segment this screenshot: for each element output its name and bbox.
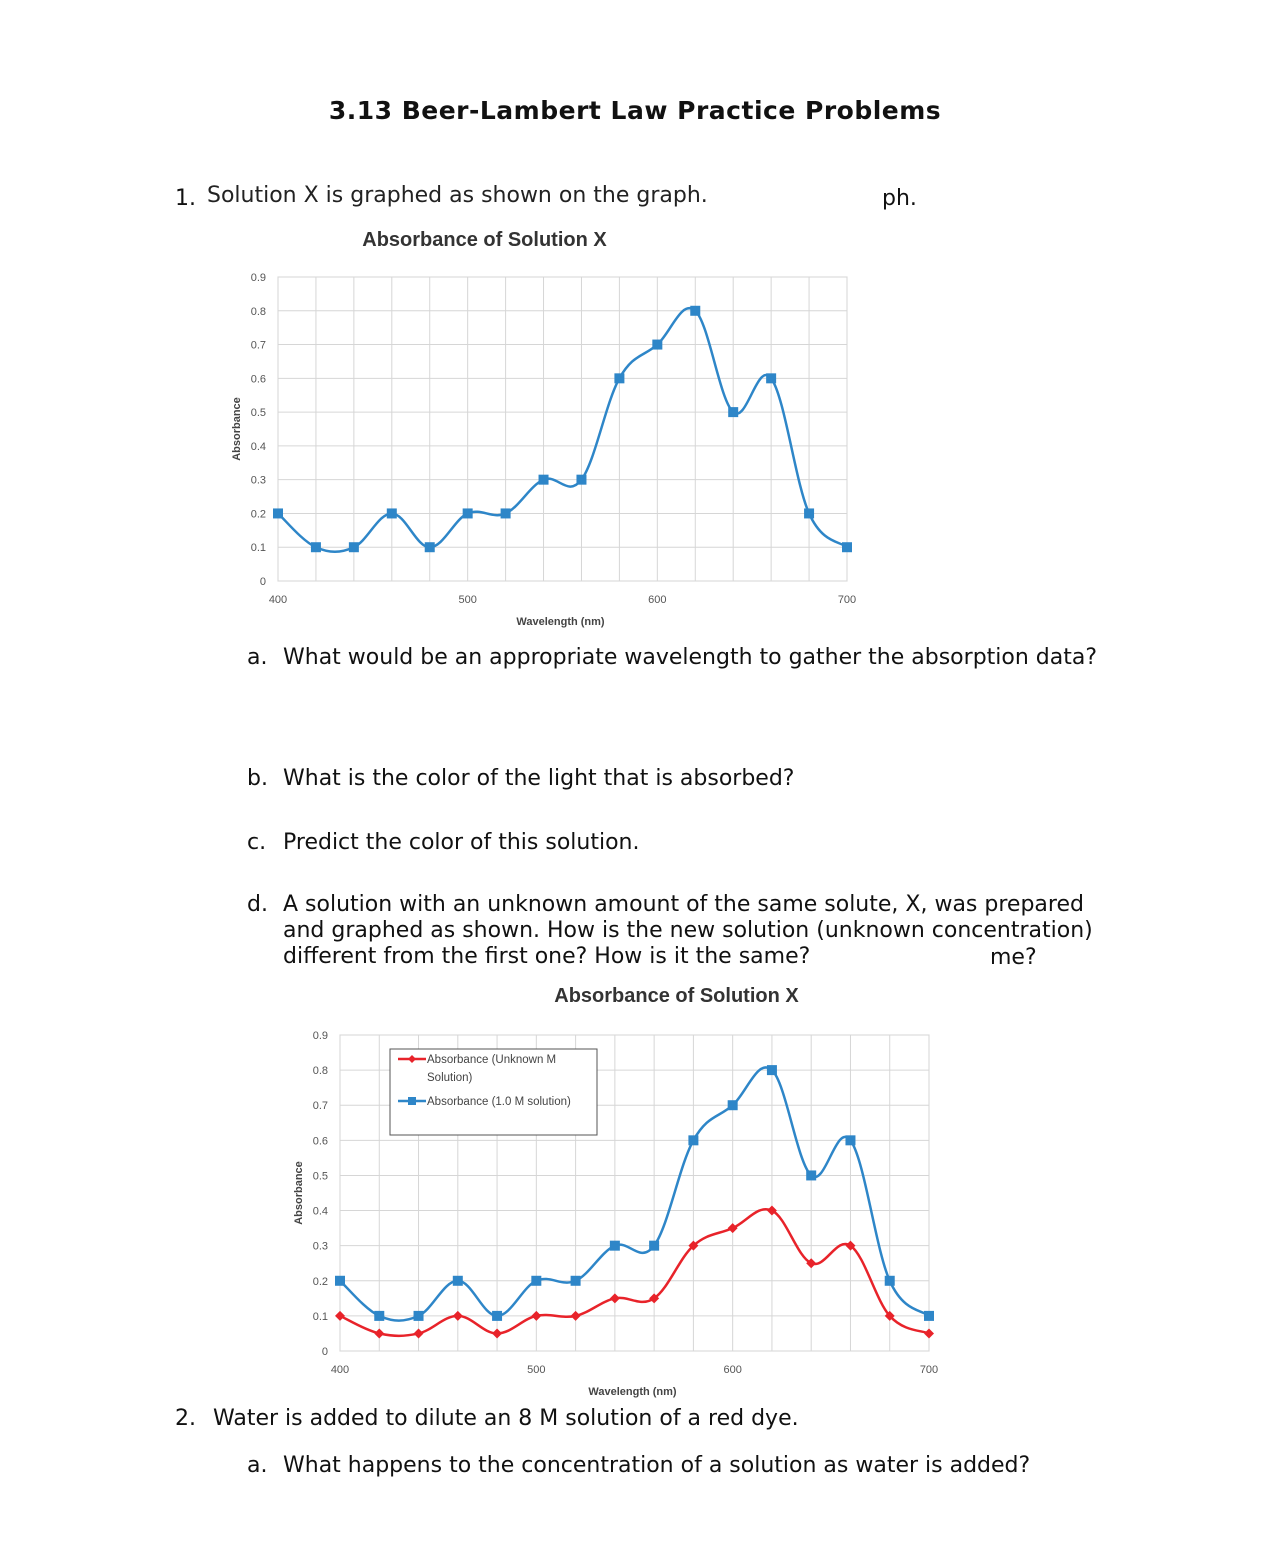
sub-text: What happens to the concentration of a solution as water is added? [283, 1453, 1031, 1478]
x-tick-label: 500 [458, 594, 477, 606]
y-tick-label: 0.3 [250, 474, 266, 487]
data-point [335, 1276, 345, 1286]
x-tick-label: 500 [527, 1364, 546, 1376]
y-tick-label: 0.7 [250, 339, 266, 352]
question-1d-visible-end: me? [986, 945, 1037, 970]
y-tick-label: 0.5 [312, 1170, 328, 1183]
question-1d [247, 892, 1147, 969]
data-point [924, 1328, 934, 1338]
question-number: 1. [175, 186, 196, 211]
sub-label: a. [247, 1453, 268, 1478]
data-point [842, 542, 852, 552]
y-tick-label: 0.4 [312, 1205, 328, 1218]
data-point [414, 1328, 424, 1338]
data-point [728, 1100, 738, 1110]
data-point [349, 542, 359, 552]
sub-text: Predict the color of this solution. [283, 830, 640, 855]
y-tick-label: 0.2 [250, 508, 266, 521]
data-point [414, 1311, 424, 1321]
data-point [610, 1293, 620, 1303]
data-point [804, 508, 814, 518]
sub-label: b. [247, 766, 268, 791]
data-point [453, 1311, 463, 1321]
data-point [728, 1223, 738, 1233]
data-point [767, 1065, 777, 1075]
question-1-partial-text: Solution X is graphed as shown on the graph. [207, 183, 708, 208]
series-line [340, 1209, 929, 1336]
y-tick-label: 0.8 [250, 305, 266, 318]
data-point [688, 1135, 698, 1145]
question-text: Water is added to dilute an 8 M solution of a red dye. [213, 1406, 799, 1431]
sub-label: d. [247, 892, 268, 917]
data-point [610, 1241, 620, 1251]
y-tick-label: 0.8 [312, 1065, 328, 1078]
x-axis-label: Wavelength (nm) [588, 1386, 677, 1398]
x-tick-label: 400 [268, 594, 288, 606]
y-tick-label: 0 [259, 576, 266, 588]
x-tick-label: 600 [723, 1364, 742, 1376]
x-tick-label: 700 [919, 1364, 939, 1376]
data-point [374, 1311, 384, 1321]
question-1-fragment: ph. [882, 186, 917, 211]
y-tick-label: 0.3 [312, 1240, 328, 1253]
y-tick-label: 0 [321, 1346, 328, 1358]
sub-text: A solution with an unknown amount of the same solute, X, was prepared and graphed as shown. How is the new solution (unknown concentration) different from the first one? How is it the same? [283, 892, 1093, 969]
y-tick-label: 0.6 [312, 1135, 328, 1148]
y-tick-label: 0.1 [250, 542, 266, 555]
legend-label: Absorbance (Unknown M Solution) [427, 1054, 557, 1084]
x-axis-label: Wavelength (nm) [516, 616, 605, 628]
data-point [311, 542, 321, 552]
chart-2 [280, 975, 960, 1405]
data-point [531, 1311, 541, 1321]
sub-text: What would be an appropriate wavelength to gather the absorption data? [283, 645, 1098, 670]
chart-title: Absorbance of Solution X [554, 985, 799, 1007]
data-point [539, 475, 549, 485]
data-point [576, 475, 586, 485]
data-point [924, 1311, 934, 1321]
question-number: 2. [175, 1406, 196, 1431]
y-axis-label: Absorbance [231, 397, 243, 461]
data-point [690, 306, 700, 316]
y-tick-label: 0.5 [250, 407, 266, 420]
y-tick-label: 0.1 [312, 1310, 328, 1323]
data-point [273, 508, 283, 518]
y-tick-label: 0.9 [312, 1030, 328, 1042]
data-point [766, 373, 776, 383]
plot-area [278, 277, 847, 581]
data-point [571, 1276, 581, 1286]
data-point [649, 1241, 659, 1251]
data-point [453, 1276, 463, 1286]
data-point [614, 373, 624, 383]
data-point [335, 1311, 345, 1321]
data-point [374, 1328, 384, 1338]
data-point [425, 542, 435, 552]
chart-1 [210, 220, 890, 640]
x-tick-label: 700 [837, 594, 857, 606]
legend-marker [408, 1097, 416, 1105]
data-point [845, 1135, 855, 1145]
data-point [571, 1311, 581, 1321]
x-tick-label: 400 [330, 1364, 350, 1376]
y-tick-label: 0.4 [250, 440, 266, 453]
legend-label: Absorbance (1.0 M solution) [427, 1096, 571, 1108]
data-point [885, 1276, 895, 1286]
chart-title: Absorbance of Solution X [362, 229, 607, 251]
data-point [806, 1170, 816, 1180]
y-tick-label: 0.9 [250, 272, 266, 284]
data-point [652, 340, 662, 350]
x-tick-label: 600 [648, 594, 667, 606]
data-point [501, 508, 511, 518]
sub-label: a. [247, 645, 268, 670]
sub-label: c. [247, 830, 267, 855]
data-point [728, 407, 738, 417]
y-tick-label: 0.7 [312, 1100, 328, 1113]
data-point [492, 1311, 502, 1321]
y-tick-label: 0.2 [312, 1275, 328, 1288]
data-point [531, 1276, 541, 1286]
data-point [463, 508, 473, 518]
data-point [492, 1328, 502, 1338]
page-title: 3.13 Beer-Lambert Law Practice Problems [328, 96, 942, 125]
y-axis-label: Absorbance [293, 1161, 305, 1225]
y-tick-label: 0.6 [250, 373, 266, 386]
data-point [387, 508, 397, 518]
sub-text: What is the color of the light that is absorbed? [283, 766, 795, 791]
